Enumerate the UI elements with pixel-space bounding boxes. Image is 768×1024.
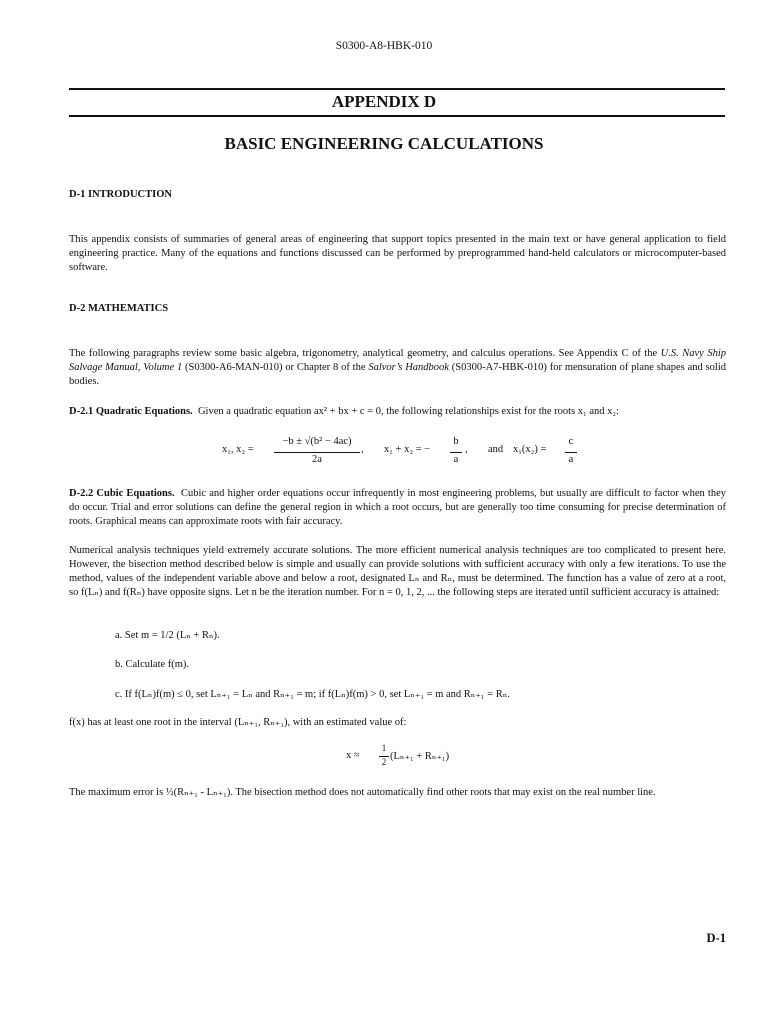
interval-paragraph: f(x) has at least one root in the interval (Lₙ₊₁, Rₙ₊₁), with an estimated value of: bbox=[69, 717, 407, 728]
eq-roots-numerator: −b ± √(b² − 4ac) bbox=[282, 436, 352, 447]
step-c: c. If f(Lₙ)f(m) ≤ 0, set Lₙ₊₁ = Lₙ and Rₙ₊₁ = m; if f(Lₙ)f(m) > 0, set Lₙ₊₁ = m and Rₙ₊₁ = Rₙ. bbox=[115, 689, 510, 700]
appendix-label: APPENDIX D bbox=[331, 92, 437, 111]
eq-sum-lhs: x₁ + x₂ = − bbox=[384, 444, 431, 455]
eq-sum-fraction-bar bbox=[450, 452, 462, 453]
eq-comma-2: , bbox=[465, 444, 468, 455]
eq-sum-numerator: b bbox=[453, 436, 459, 447]
quadratic-paragraph: D-2.1 Quadratic Equations. Given a quadratic equation ax² + bx + c = 0, the following relationships exist for the roots x₁ and x₂: bbox=[69, 406, 619, 417]
eq-roots-fraction-bar bbox=[274, 452, 360, 453]
eq-product-fraction-bar bbox=[565, 452, 577, 453]
top-rule bbox=[69, 88, 725, 90]
max-error-paragraph: The maximum error is ½(Rₙ₊₁ - Lₙ₊₁). The bisection method does not automatically find other roots that may exist on the real number line. bbox=[69, 787, 656, 798]
page-number: D-1 bbox=[706, 931, 726, 945]
eq-half-denominator: 2 bbox=[381, 757, 387, 767]
section-heading-d2: D-2 MATHEMATICS bbox=[69, 303, 169, 314]
eq-product-lhs: x₁(x₂) = bbox=[513, 444, 547, 455]
eq-comma: , bbox=[361, 444, 364, 455]
page-title: BASIC ENGINEERING CALCULATIONS bbox=[224, 134, 544, 153]
intro-paragraph: This appendix consists of summaries of general areas of engineering that support topics presented in the main text or have general application to field engineering practice. Many of the equations and functions discussed can be performed by preprogrammed hand-held calculators or microcomputer-based software. bbox=[69, 234, 726, 273]
eq-roots-lhs: x₁, x₂ = bbox=[222, 444, 254, 455]
eq-and: and bbox=[488, 444, 504, 455]
bottom-rule bbox=[69, 115, 725, 117]
mathematics-paragraph: The following paragraphs review some basic algebra, trigonometry, analytical geometry, and calculus operations. See Appendix C of the U.S. Navy Ship Salvage Manual, Volume 1 (S0300-A6-MAN-010) or Chapter 8 of the Salvor’s Handbook (S0300-A7-HBK-010) for mensuration of plane shapes and solid bodies. bbox=[69, 348, 726, 387]
section-heading-d1: D-1 INTRODUCTION bbox=[69, 189, 172, 200]
eq-sum-denominator: a bbox=[453, 454, 459, 465]
eq-product-numerator: c bbox=[568, 436, 574, 447]
document-id: S0300-A8-HBK-010 bbox=[335, 40, 433, 52]
eq-x-lhs: x ≈ bbox=[346, 750, 360, 761]
eq-half-numerator: 1 bbox=[381, 743, 387, 753]
eq-product-denominator: a bbox=[568, 454, 574, 465]
step-b: b. Calculate f(m). bbox=[115, 659, 190, 670]
numerical-analysis-paragraph: Numerical analysis techniques yield extremely accurate solutions. The more efficient numerical analysis techniques are too complicated to present here. However, the bisection method described below is simple and usually can provide solutions with sufficient accuracy with only a few iterations. To use the method, values of the independent variable above and below a root, designated Lₙ and Rₙ, must be determined. The function has a value of zero at a root, so f(Lₙ) and f(Rₙ) have opposite signs. Let n be the iteration number. For n = 0, 1, 2, ... the following steps are iterated until sufficient accuracy is attained: bbox=[69, 545, 726, 598]
eq-x-rhs: (Lₙ₊₁ + Rₙ₊₁) bbox=[390, 751, 450, 762]
step-a: a. Set m = 1/2 (Lₙ + Rₙ). bbox=[115, 630, 220, 641]
cubic-paragraph: D-2.2 Cubic Equations. Cubic and higher order equations occur infrequently in most engineering problems, but usually are difficult to factor when they do occur. Trial and error solutions can define the general region in which a root occurs, but are generally too time consuming for precise determination of roots. Graphical means can approximate roots with fair accuracy. bbox=[69, 488, 726, 527]
eq-roots-denominator: 2a bbox=[312, 454, 322, 465]
